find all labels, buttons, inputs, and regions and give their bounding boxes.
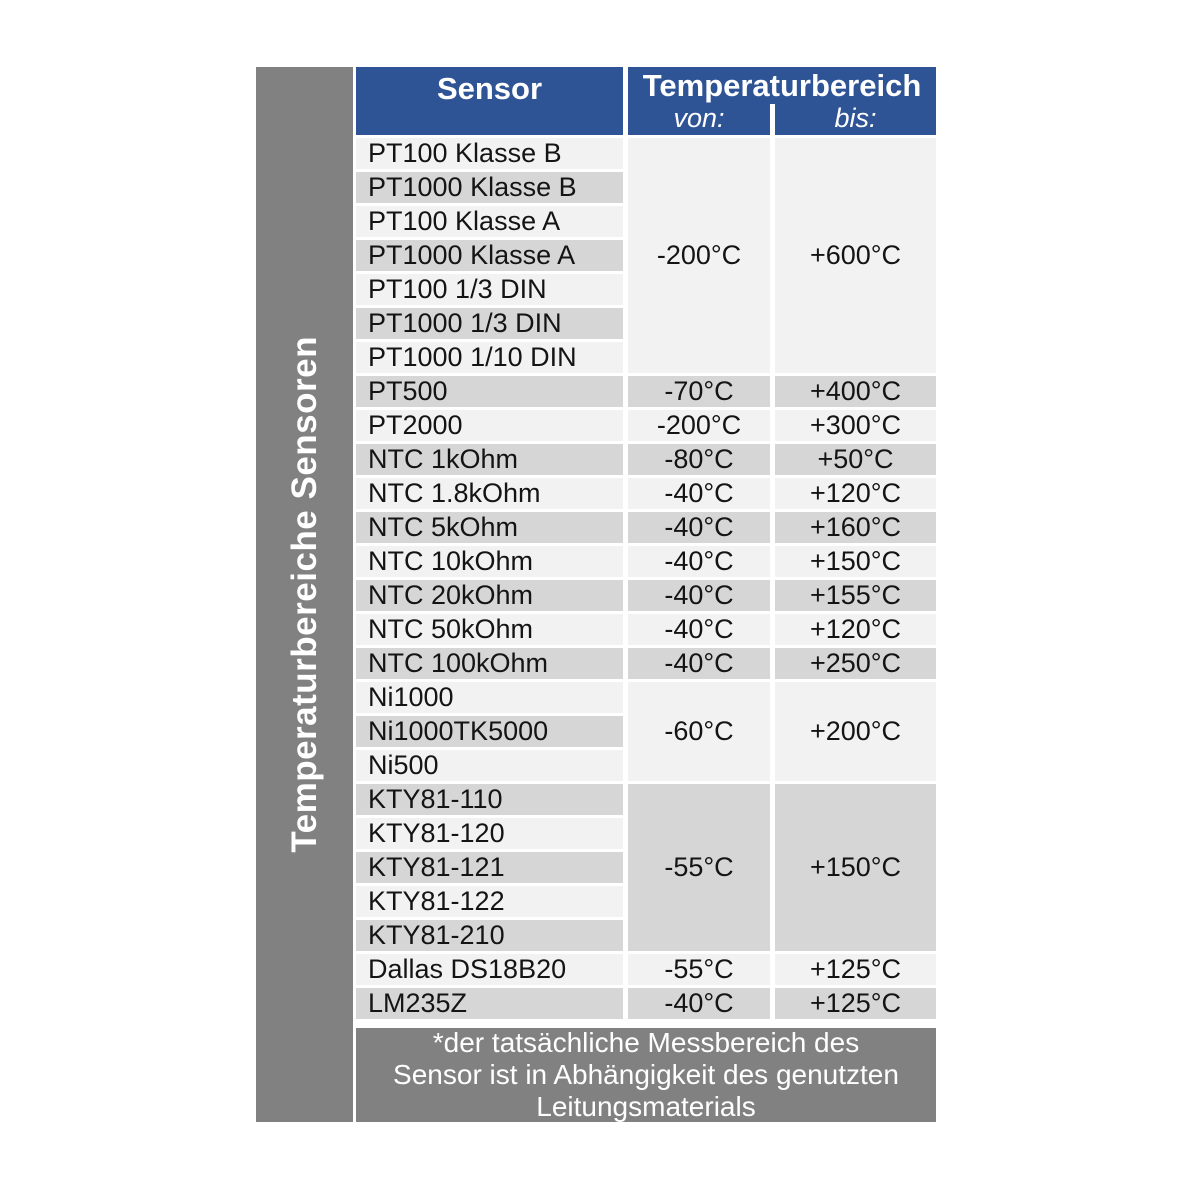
table-row	[356, 376, 936, 410]
sensor-name-cell: KTY81-121	[356, 852, 628, 886]
sensor-name-cell: PT1000 Klasse A	[356, 240, 628, 274]
von-cell: -55°C	[628, 784, 775, 954]
sensor-name-cell: KTY81-210	[356, 920, 628, 954]
sensor-name-cell: PT100 Klasse B	[356, 138, 628, 172]
sensor-name-cell: Ni1000	[356, 682, 628, 716]
von-cell: -40°C	[628, 648, 775, 682]
bis-cell: +160°C	[775, 512, 936, 546]
page-title: Temperaturbereiche Sensoren	[284, 336, 324, 853]
bis-cell: +125°C	[775, 954, 936, 988]
table-row	[356, 954, 936, 988]
von-cell: -40°C	[628, 478, 775, 512]
sensor-name-cell: PT100 1/3 DIN	[356, 274, 628, 308]
table-body	[356, 138, 936, 1022]
table-row	[356, 648, 936, 682]
table-row	[356, 784, 936, 818]
table-row	[356, 682, 936, 716]
bis-cell: +150°C	[775, 546, 936, 580]
bis-cell: +250°C	[775, 648, 936, 682]
bis-cell: +600°C	[775, 138, 936, 376]
footnote	[356, 1028, 936, 1122]
sensor-name-cell: Ni1000TK5000	[356, 716, 628, 750]
von-cell: -70°C	[628, 376, 775, 410]
sensor-name-cell: NTC 10kOhm	[356, 546, 628, 580]
sensor-name-cell: PT1000 Klasse B	[356, 172, 628, 206]
table-row	[356, 138, 936, 172]
table-header	[356, 67, 936, 138]
bis-cell: +120°C	[775, 614, 936, 648]
von-cell: -80°C	[628, 444, 775, 478]
sensor-name-cell: Ni500	[356, 750, 628, 784]
table-row	[356, 512, 936, 546]
column-header-von: von:	[628, 104, 775, 138]
sensor-name-cell: PT500	[356, 376, 628, 410]
von-cell: -200°C	[628, 138, 775, 376]
table-row	[356, 614, 936, 648]
table-row	[356, 988, 936, 1022]
table-row	[356, 478, 936, 512]
bis-cell: +400°C	[775, 376, 936, 410]
von-cell: -40°C	[628, 546, 775, 580]
von-cell: -40°C	[628, 512, 775, 546]
bis-cell: +300°C	[775, 410, 936, 444]
sensor-name-cell: NTC 50kOhm	[356, 614, 628, 648]
column-header-bis: bis:	[775, 104, 936, 138]
von-cell: -55°C	[628, 954, 775, 988]
sensor-name-cell: KTY81-110	[356, 784, 628, 818]
sensor-name-cell: KTY81-122	[356, 886, 628, 920]
sensor-name-cell: Dallas DS18B20	[356, 954, 628, 988]
column-header-sensor: Sensor	[356, 67, 628, 138]
vertical-title-bar	[256, 67, 353, 1122]
bis-cell: +50°C	[775, 444, 936, 478]
column-header-temperaturbereich: Temperaturbereich	[628, 67, 936, 104]
sensor-name-cell: NTC 20kOhm	[356, 580, 628, 614]
sensor-name-cell: PT2000	[356, 410, 628, 444]
table-row	[356, 546, 936, 580]
von-cell: -60°C	[628, 682, 775, 784]
bis-cell: +150°C	[775, 784, 936, 954]
table-row	[356, 580, 936, 614]
footnote-line-3: Leitungsmaterials	[536, 1091, 756, 1122]
sensor-name-cell: PT100 Klasse A	[356, 206, 628, 240]
sensor-temperature-table	[356, 67, 936, 1022]
sensor-name-cell: NTC 1.8kOhm	[356, 478, 628, 512]
bis-cell: +125°C	[775, 988, 936, 1022]
von-cell: -40°C	[628, 580, 775, 614]
sensor-name-cell: KTY81-120	[356, 818, 628, 852]
von-cell: -40°C	[628, 988, 775, 1022]
footnote-line-1: *der tatsächliche Messbereich des	[432, 1027, 860, 1058]
header-row-top	[356, 67, 936, 104]
table-row	[356, 444, 936, 478]
sensor-name-cell: NTC 5kOhm	[356, 512, 628, 546]
sensor-name-cell: NTC 100kOhm	[356, 648, 628, 682]
bis-cell: +200°C	[775, 682, 936, 784]
table-row	[356, 410, 936, 444]
bis-cell: +120°C	[775, 478, 936, 512]
sensor-name-cell: PT1000 1/3 DIN	[356, 308, 628, 342]
footnote-line-2: Sensor ist in Abhängigkeit des genutzten	[393, 1059, 899, 1090]
sensor-name-cell: NTC 1kOhm	[356, 444, 628, 478]
von-cell: -200°C	[628, 410, 775, 444]
sensor-name-cell: LM235Z	[356, 988, 628, 1022]
sensor-name-cell: PT1000 1/10 DIN	[356, 342, 628, 376]
von-cell: -40°C	[628, 614, 775, 648]
bis-cell: +155°C	[775, 580, 936, 614]
